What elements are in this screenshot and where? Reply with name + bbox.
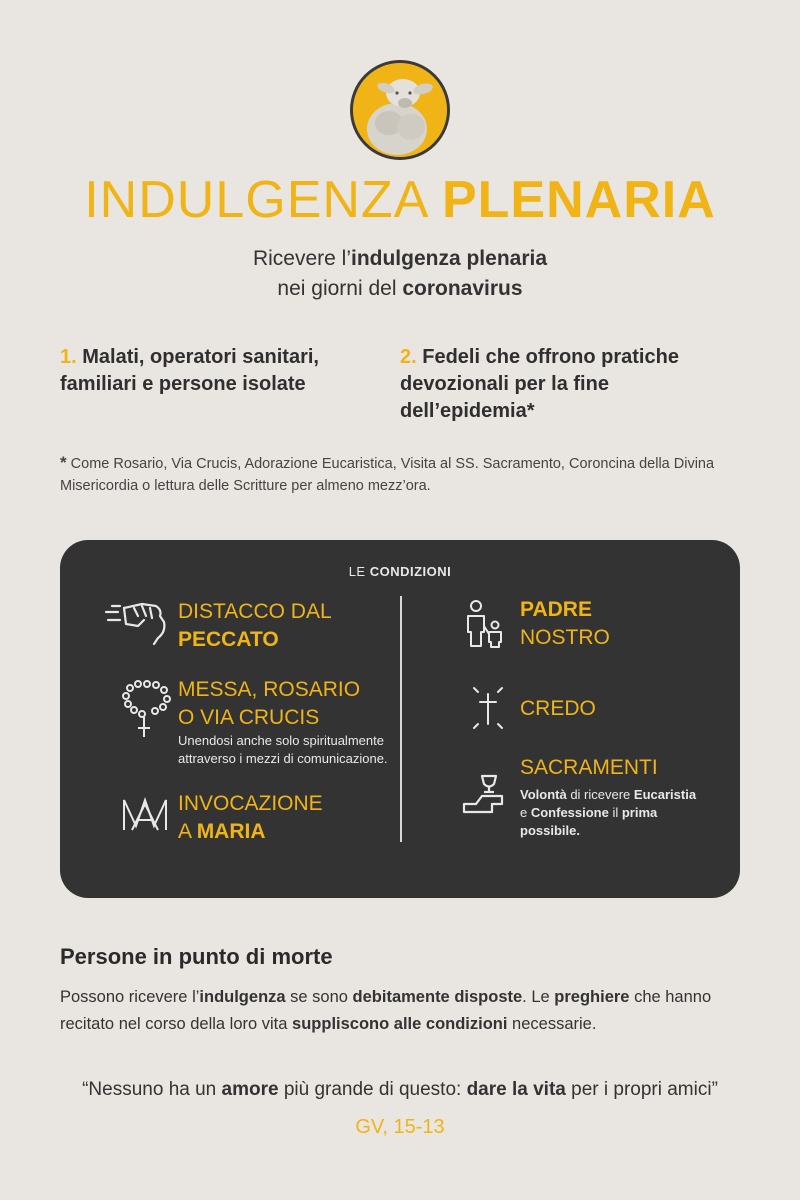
quote-text: “Nessuno ha un [82, 1079, 222, 1100]
condition-label: INVOCAZIONE [178, 792, 323, 815]
panel-divider [400, 596, 402, 842]
condition-description: di ricevere [566, 787, 634, 802]
condition-label: DISTACCO DAL [178, 600, 332, 623]
condition-description-bold: prima [621, 805, 658, 820]
quote-text: per i propri amici” [565, 1079, 718, 1100]
footnote [60, 452, 750, 497]
body-strong: debitamente disposte [352, 988, 523, 1006]
condition-label: O VIA CRUCIS [178, 706, 320, 729]
conditions-title [60, 564, 740, 579]
cross-icon [470, 686, 506, 730]
chalice-kneeler-icon [462, 774, 508, 814]
category-line: Malati, operatori sanitari, [82, 346, 319, 368]
subtitle-line-1 [0, 244, 800, 274]
condition-invocazione [178, 790, 323, 846]
quote-strong: amore [221, 1079, 279, 1100]
quote-strong: dare la vita [466, 1079, 566, 1100]
condition-label-bold: PECCATO [178, 628, 279, 651]
condition-distacco [178, 598, 332, 654]
category-number: 1. [60, 346, 77, 368]
condition-messa [178, 676, 388, 768]
lamb-logo [350, 60, 450, 160]
condition-description: e [520, 805, 531, 820]
quote-text: più grande di questo: [278, 1079, 467, 1100]
father-child-icon [464, 600, 504, 648]
body-text: necessarie. [507, 1015, 597, 1033]
subtitle-strong: coronavirus [402, 277, 523, 300]
condition-credo [520, 695, 596, 723]
condition-description-bold: Volontà [520, 787, 567, 802]
title-light: INDULGENZA [84, 171, 427, 229]
category-number: 2. [400, 346, 417, 368]
footnote-text: Come Rosario, Via Crucis, Adorazione Eucaristica, Visita al SS. Sacramento, Coroncina della Divina Misericordia o lettura delle Scritture per almeno mezz’ora. [60, 456, 715, 494]
body-strong: preghiere [554, 988, 630, 1006]
lamb-icon [353, 63, 447, 157]
dying-section-title: Persone in punto di morte [60, 944, 333, 969]
subtitle-line-2 [0, 274, 800, 304]
dying-section-body [60, 984, 750, 1038]
condition-label: A [178, 820, 197, 843]
category-line: devozionali per la fine [400, 373, 609, 395]
subtitle-text: Ricevere l’ [252, 247, 351, 270]
body-strong: suppliscono alle condizioni [292, 1015, 508, 1033]
category-line: dell’epidemia* [400, 400, 535, 422]
rosary-icon [120, 680, 172, 738]
condition-label-bold: MARIA [196, 820, 266, 843]
footnote-star: * [60, 453, 67, 472]
condition-padre-nostro [520, 596, 610, 652]
subtitle [0, 244, 800, 304]
page-title [0, 168, 800, 232]
condition-label: NOSTRO [520, 626, 610, 649]
condition-label: SACRAMENTI [520, 756, 658, 779]
body-strong: indulgenza [199, 988, 286, 1006]
scripture-reference: GV, 15-13 [355, 1116, 445, 1138]
condition-description: attraverso i mezzi di comunicazione. [178, 751, 388, 766]
condition-label: MESSA, ROSARIO [178, 678, 361, 701]
body-text: se sono [285, 988, 353, 1006]
subtitle-text: nei giorni del [277, 277, 403, 300]
condition-description: Unendosi anche solo spiritualmente [178, 733, 384, 748]
subtitle-strong: indulgenza plenaria [350, 247, 548, 270]
condition-label: CREDO [520, 697, 596, 720]
condition-sacramenti [520, 754, 696, 840]
category-1 [60, 344, 319, 398]
category-2 [400, 344, 679, 425]
title-bold: PLENARIA [441, 171, 716, 229]
marian-monogram-icon [122, 796, 168, 832]
body-text: Possono ricevere l’ [60, 988, 200, 1006]
condition-label-bold: PADRE [520, 598, 592, 621]
conditions-panel [60, 540, 740, 898]
condition-description-bold: Eucaristia [633, 787, 697, 802]
condition-description-bold: possibile. [520, 823, 580, 838]
hand-wave-icon [104, 598, 168, 646]
category-line: familiari e persone isolate [60, 373, 306, 395]
conditions-title-light: LE [348, 564, 370, 579]
conditions-title-bold: CONDIZIONI [369, 564, 452, 579]
body-text: che hanno recitato nel corso della loro vita [60, 988, 712, 1033]
body-text: . Le [522, 988, 555, 1006]
condition-description-bold: Confessione [530, 805, 609, 820]
scripture-quote [0, 1075, 800, 1105]
category-line: Fedeli che offrono pratiche [422, 346, 679, 368]
condition-description: il [608, 805, 622, 820]
